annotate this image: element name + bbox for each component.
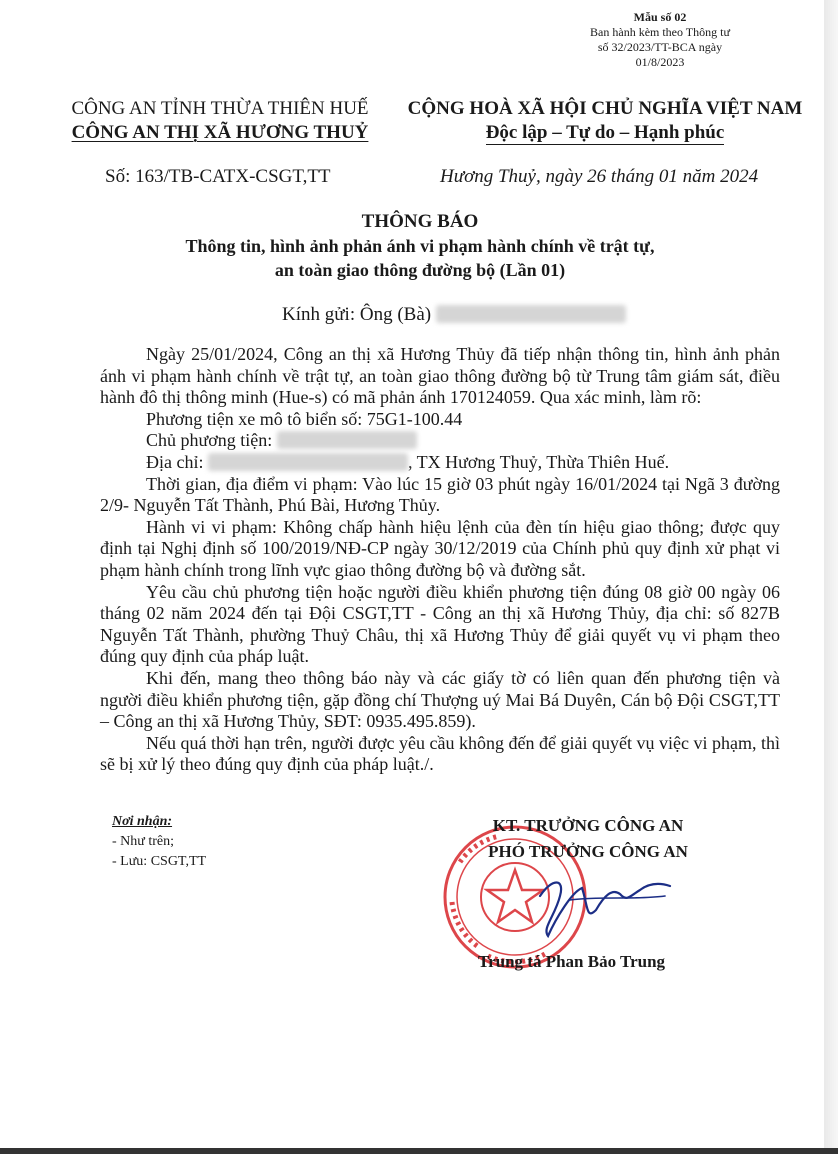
document-title [40,210,800,282]
redacted-name [436,305,626,323]
country-name: CỘNG HOÀ XÃ HỘI CHỦ NGHĨA VIỆT NAM [407,98,803,119]
bottom-bar [0,1148,838,1154]
recipients [112,812,206,872]
document-body [100,344,780,776]
page-edge [824,0,838,1154]
body-paragraph: Thời gian, địa điểm vi phạm: Vào lúc 15 giờ 03 phút ngày 16/01/2024 tại Ngã 3 đường 2/9- Nguyễn Tất Thành, Phú Bài, Hương Thủy. [100,473,780,516]
body-paragraph: Ngày 25/01/2024, Công an thị xã Hương Thủy đã tiếp nhận thông tin, hình ảnh phản ánh vi phạm hành chính về trật tự, an toàn giao thông đường bộ từ Trung tâm giám sát, điều hành đô thị thông minh (Hue-s) có mã phản ánh 170124059. Qua xác minh, làm rõ: [100,344,780,408]
form-number-line: 01/8/2023 [635,55,685,69]
recipients-heading: Nơi nhận: [112,814,173,829]
title-subtitle: an toàn giao thông đường bộ (Lần 01) [274,260,566,280]
title-main: THÔNG BÁO [361,211,479,232]
vehicle-plate: Phương tiện xe mô tô biển số: 75G1-100.44 [146,408,463,429]
form-number-line: số 32/2023/TT-BCA ngày [597,40,723,54]
address-line [100,452,780,474]
greeting-label: Kính gửi: Ông (Bà) [282,304,432,325]
document-number: Số: 163/TB-CATX-CSGT,TT [105,166,331,187]
signature-subtitle: PHÓ TRƯỞNG CÔNG AN [488,842,688,861]
body-paragraph: Hành vi vi phạm: Không chấp hành hiệu lệnh của đèn tín hiệu giao thông; được quy định tại Nghị định số 100/2019/NĐ-CP ngày 30/12/2019 của Chính phủ quy định xử phạt vi phạm hành chính trong lĩnh vực giao thông đường bộ và đường sắt. [100,516,780,580]
form-number-line: Ban hành kèm theo Thông tư [590,25,730,39]
redacted-address [208,453,408,471]
national-header [395,97,815,145]
issuing-agency [50,97,390,145]
recipient-item: - Như trên; [112,834,175,849]
handwritten-signature [530,866,680,946]
body-paragraph: Yêu cầu chủ phương tiện hoặc người điều khiển phương tiện đúng 08 giờ 00 ngày 06 tháng 02 năm 2024 đến tại Đội CSGT,TT - Công an thị xã Hương Thủy, địa chỉ: số 827B Nguyễn Tất Thành, phường Thuỷ Châu, thị xã Hương Thủy để giải quyết vụ vi phạm theo đúng quy định của pháp luật. [100,581,780,667]
form-number-block [555,10,765,70]
owner-label: Chủ phương tiện: [146,430,273,451]
body-paragraph: Khi đến, mang theo thông báo này và các giấy tờ có liên quan đến phương tiện và người điều khiển phương tiện, gặp đồng chí Thượng uý Mai Bá Duyên, Cán bộ Đội CSGT,TT – Công an thị xã Hương Thủy, SĐT: 0935.495.859). [100,667,780,732]
signature-title: KT. TRƯỞNG CÔNG AN [492,816,684,835]
address-visible: , TX Hương Thuỷ, Thừa Thiên Huế. [407,451,670,472]
redacted-owner [277,431,417,449]
owner-line [100,430,780,452]
agency-name: CÔNG AN THỊ XÃ HƯƠNG THUỶ [71,122,369,143]
agency-parent: CÔNG AN TỈNH THỪA THIÊN HUẾ [71,98,369,119]
greeting [282,304,626,326]
recipient-item: - Lưu: CSGT,TT [112,854,207,869]
document-date: Hương Thuỷ, ngày 26 tháng 01 năm 2024 [440,166,759,187]
national-motto: Độc lập – Tự do – Hạnh phúc [485,122,725,143]
title-subtitle: Thông tin, hình ảnh phản ánh vi phạm hành chính về trật tự, [185,236,655,256]
signature-block [458,813,718,865]
signer-name: Trung tá Phan Bảo Trung [478,952,666,971]
address-label: Địa chỉ: [146,451,204,472]
body-paragraph: Nếu quá thời hạn trên, người được yêu cầu không đến để giải quyết vụ việc vi phạm, thì sẽ bị xử lý theo đúng quy định của pháp luật./. [100,732,780,775]
form-number-title: Mẫu số 02 [633,10,687,24]
